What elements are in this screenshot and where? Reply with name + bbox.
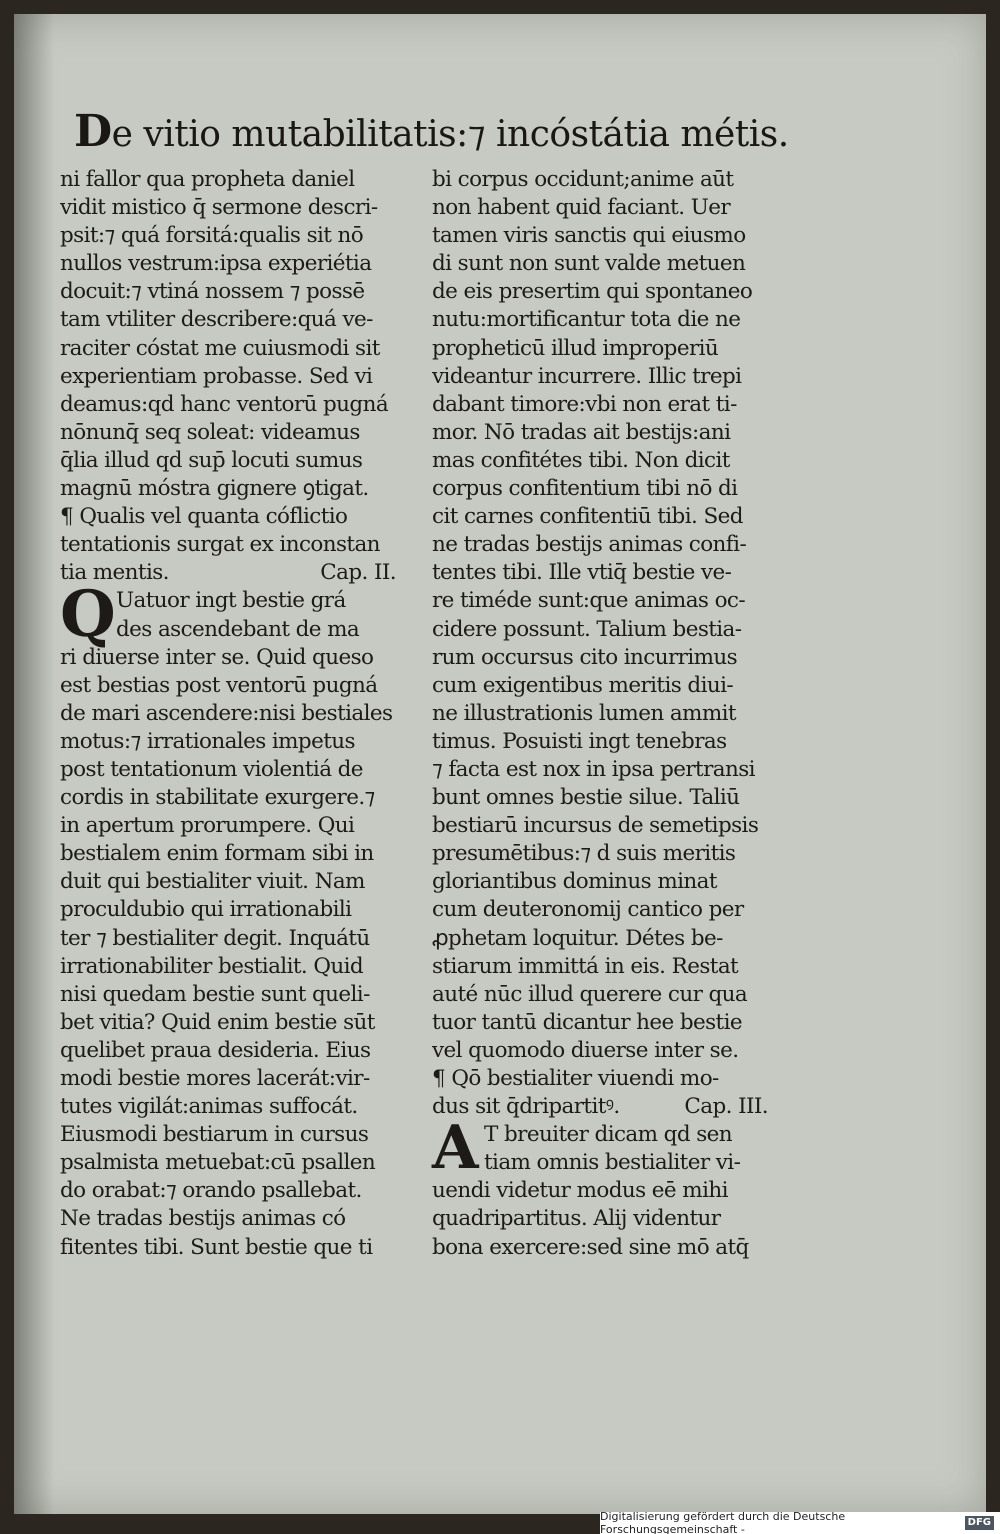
text-line: gloriantibus dominus minat [432,869,717,895]
text-line: est bestias post ventorū pugná [60,672,378,698]
text-line: ¶ Qō bestialiter viuendi mo- [432,1066,719,1091]
text-line: corpus confitentium tibi nō di [432,476,738,502]
text-line: ¶ Qualis vel quanta cóflictio [60,504,348,530]
text-line: magnū móstra gignere ꝯtigat. [60,476,369,502]
text-line: cordis in stabilitate exurgere.⁊ [60,785,375,811]
text-line: Eiusmodi bestiarum in cursus [60,1122,369,1148]
chapter-iii-line [432,1093,772,1121]
text-line: nullos vestrum:ipsa experiétia [60,251,372,277]
text-line: do orabat:⁊ orando psallebat. [60,1178,362,1204]
drop-cap-lines [432,1113,772,1184]
text-line: quadripartitus. Alij videntur [432,1206,721,1232]
text-line: ne tradas bestijs animas confi- [432,532,747,558]
text-line: tam vtiliter describere:quá ve- [60,307,373,333]
text-line: tiam omnis bestialiter vi- [484,1150,741,1176]
text-line: Uatuor ingt bestie grá [116,588,346,614]
dfg-logo-icon: DFG [965,1516,994,1530]
text-line: vidit mistico q̄ sermone descri- [60,195,378,221]
text-line: de mari ascendere:nisi bestiales [60,700,393,726]
text-line: quelibet praua desideria. Eius [60,1037,371,1063]
heading-text: e vitio mutabilitatis:⁊ incóstátia métis. [111,114,789,155]
text-line: ne illustrationis lumen ammit [432,700,736,726]
text-line: tamen viris sanctis qui eiusmo [432,223,746,249]
text-line: psit:⁊ quá forsitá:qualis sit nō [60,223,364,249]
text-line: in apertum prorumpere. Qui [60,813,355,839]
digitization-credit-text: Digitalisierung gefördert durch die Deutsche Forschungsgemeinschaft - [600,1510,846,1534]
text-line: bet vitia? Quid enim bestie sūt [60,1009,375,1035]
right-lines-b [432,1177,772,1261]
book-page [14,14,986,1514]
text-line: duit qui bestialiter viuit. Nam [60,869,365,895]
text-line: proculdubio qui irrationabili [60,897,352,923]
chapter-iii-label: Cap. III. [684,1094,768,1120]
text-line: cum exigentibus meritis diui- [432,672,734,698]
text-line: bestialem enim formam sibi in [60,841,374,867]
text-line: des ascendebant de ma [116,616,360,642]
drop-cap-block-q [60,577,400,653]
right-lines-a [432,166,772,1093]
text-line: deamus:qd hanc ventorū pugná [60,391,389,417]
text-line: mor. Nō tradas ait bestijs:ani [432,419,731,445]
text-line: nōnunq̄ seq soleat: videamus [60,419,360,445]
text-line: cum deuteronomij cantico per [432,897,744,923]
text-line: bunt omnes bestie silue. Taliū [432,785,740,811]
text-line: ⁊ facta est nox in ipsa pertransi [432,756,755,782]
digitization-credit-bar [600,1512,1000,1534]
text-line: cidere possunt. Talium bestia- [432,616,742,642]
drop-cap-block-a [432,1113,772,1184]
text-line: auté nūc illud querere cur qua [432,981,748,1007]
left-lines-b [60,644,400,1262]
text-line: nutu:mortificantur tota die ne [432,307,741,333]
text-line: motus:⁊ irrationales impetus [60,728,355,754]
text-line: docuit:⁊ vtiná nossem ⁊ possē [60,279,365,305]
text-line: timus. Posuisti ingt tenebras [432,728,727,754]
text-line: irrationabiliter bestialit. Quid [60,953,364,979]
chapter-iii-text: dus sit q̄dripartitꝰ. [432,1094,620,1120]
text-line: Ne tradas bestijs animas có [60,1206,346,1232]
text-line: modi bestie mores lacerát:vir- [60,1066,370,1091]
text-line: di sunt non sunt valde metuen [432,251,746,277]
text-line: q̄lia illud qd sup̄ locuti sumus [60,447,363,473]
text-line: videantur incurrere. Illic trepi [432,363,742,389]
text-line: rum occursus cito incurrimus [432,644,738,670]
text-line: uendi videtur modus eē mihi [432,1178,728,1204]
drop-cap-q: Q [60,577,116,653]
text-line: vel quomodo diuerse inter se. [432,1037,739,1063]
heading-initial: D [74,106,112,157]
left-lines-a [60,166,400,559]
text-line: nisi quedam bestie sunt queli- [60,981,370,1007]
text-line: propheticū illud improperiū [432,335,719,361]
chapter-ii-text: tia mentis. [60,560,169,586]
text-line: re timéde sunt:que animas oc- [432,588,746,614]
text-line: ni fallor qua propheta daniel [60,167,355,192]
text-line: tentationis surgat ex inconstan [60,532,380,558]
text-line: non habent quid faciant. Uer [432,195,731,221]
text-line: ꝓphetam loquitur. Détes be- [432,925,723,951]
text-line: experientiam probasse. Sed vi [60,363,373,389]
spine-shadow [14,14,54,1514]
text-line: fitentes tibi. Sunt bestie que ti [60,1234,373,1260]
chapter-ii-label: Cap. II. [320,560,396,586]
text-line: tentes tibi. Ille vtiq̄ bestie ve- [432,560,732,586]
text-line: dabant timore:vbi non erat ti- [432,391,737,417]
text-line: mas confitétes tibi. Non dicit [432,447,730,473]
right-text-column [432,166,772,1262]
text-line: ter ⁊ bestialiter degit. Inquátū [60,925,370,951]
text-line: cit carnes confitentiū tibi. Sed [432,504,743,530]
text-line: ri diuerse inter se. Quid queso [60,644,374,670]
text-line: de eis presertim qui spontaneo [432,279,753,305]
text-line: tuor tantū dicantur hee bestie [432,1009,743,1035]
text-line: stiarum immittá in eis. Restat [432,953,739,979]
page-heading [74,106,794,157]
text-line: bi corpus occidunt;anime aūt [432,167,734,192]
text-line: tutes vigilát:animas suffocát. [60,1094,358,1120]
text-line: psalmista metuebat:cū psallen [60,1150,376,1176]
text-line: post tentationum violentiá de [60,756,363,782]
text-line: raciter cóstat me cuiusmodi sit [60,335,380,361]
left-text-column [60,166,400,1262]
text-line: presumētibus:⁊ d suis meritis [432,841,736,867]
text-line: bona exercere:sed sine mō atq̄ [432,1234,749,1260]
text-line: T breuiter dicam qd sen [484,1122,733,1148]
drop-cap-a: A [432,1113,478,1184]
text-line: bestiarū incursus de semetipsis [432,813,759,839]
